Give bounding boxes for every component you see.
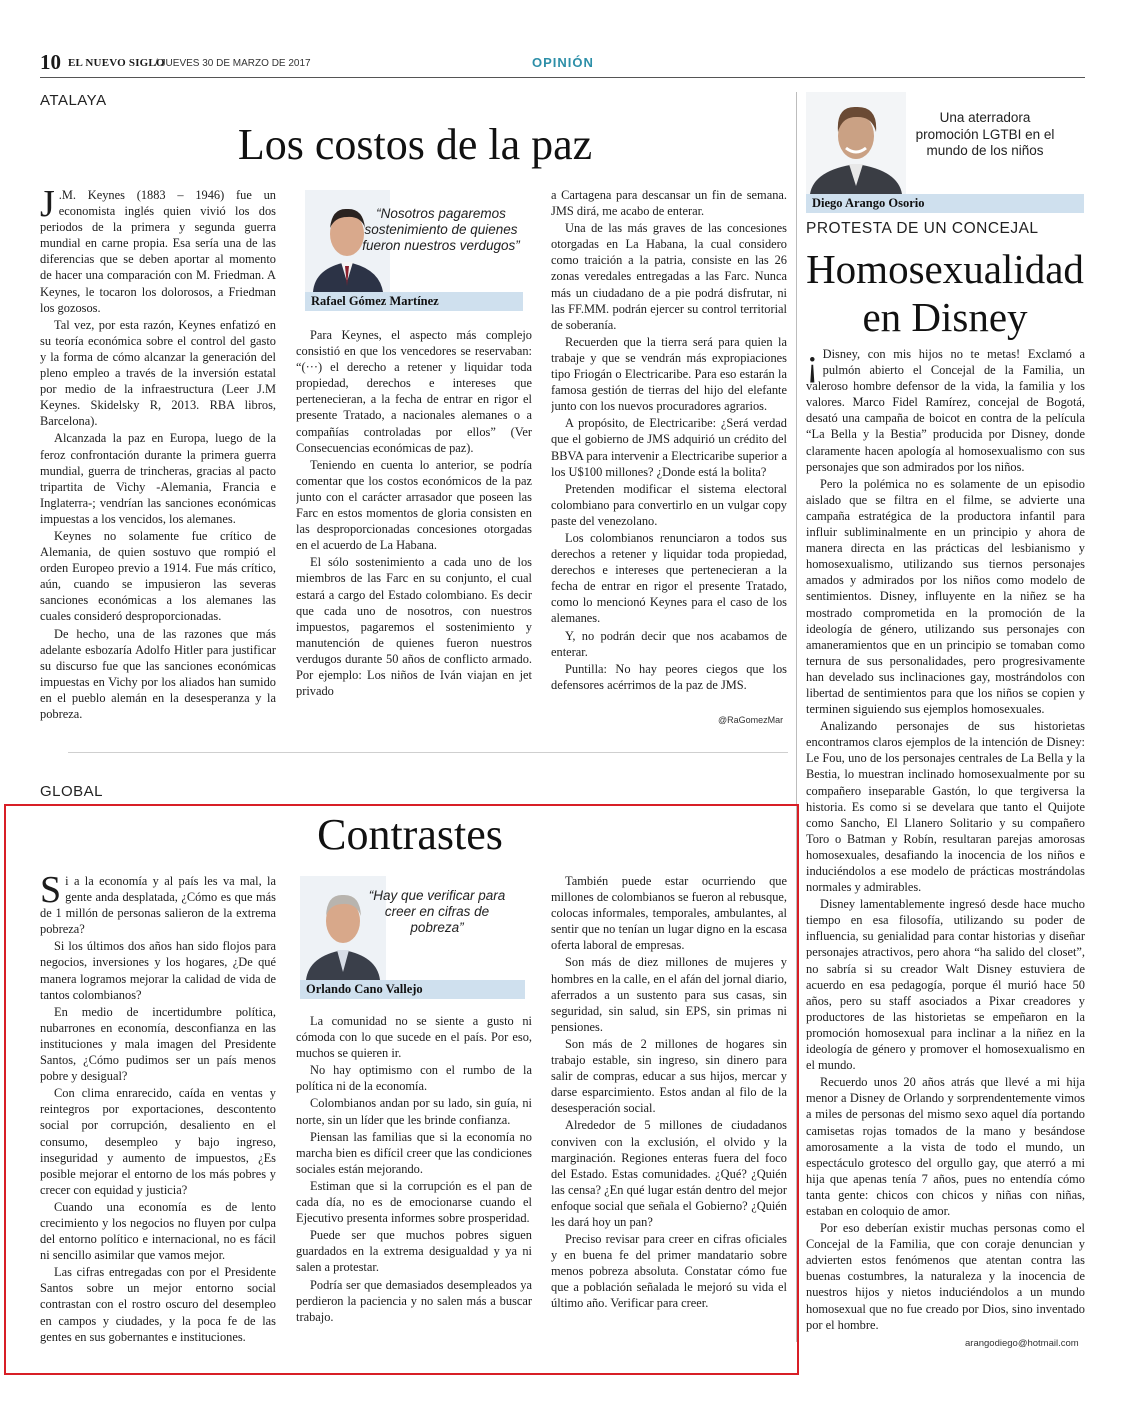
paragraph: Son más de 2 millones de hogares sin trabajo estable, sin ingreso, sin dinero para salir de compras, educar a sus hijos, mercar y darse esparcimiento. Estos andan al filo de la desesperación social. xyxy=(551,1036,787,1116)
concejal-email: arangodiego@hotmail.com xyxy=(965,1338,1079,1349)
paragraph: A propósito, de Electricaribe: ¿Será verdad que el gobierno de JMS adquirió un crédito del BBVA para intervenir a Electricaribe superior a los U$100 millones? ¿Donde está la bolita? xyxy=(551,416,787,479)
paragraph: Disney lamentablemente ingresó desde hace mucho tiempo en esa filosofía, utilizando su poder de influencia, su genialidad para contar historias y diseñar personajes atractivos, pero ahora “ha salido del closet”, no sabría si su creador Walt Disney estuviera de acuerdo en esa pedagogía, porque él murió hace 50 años, pero su staff asociados a Pixar creadores y productores de las historietas se empeñaron en la promoción homosexual para inclinar a la niñez en la ideología de género y promover el homosexualismo en el mundo. xyxy=(806,897,1085,1073)
paragraph: Tal vez, por esta razón, Keynes enfatizó en su teoría económica sobre el control del gasto y la forma de cómo alcanzar la generación del pleno empleo a través de la inversión estatal por medio de la infraestructura (Leer J.M Keynes. Skidelsky R, 2013. RBA libros, Barcelona). xyxy=(40,317,276,429)
atalaya-author-name: Rafael Gómez Martínez xyxy=(305,292,523,311)
atalaya-column-3 xyxy=(551,187,787,712)
global-column-3 xyxy=(551,873,787,1351)
paragraph: No hay optimismo con el rumbo de la política ni de la economía. xyxy=(296,1063,532,1094)
page-header xyxy=(40,48,1085,78)
paragraph: Alcanzada la paz en Europa, luego de la feroz confrontación durante la primera guerra mundial, guerra de trincheras, gracias al pacto tripartita de Vichy -Alemania, Francia e Inglaterra-; vendrían las sanciones económicas impuestas a los vencidos, los alemanes. xyxy=(40,431,276,526)
paragraph: Estiman que si la corrupción es el pan de cada día, no es de emocionarse cuando el Ejecutivo presenta informes sobre prosperidad. xyxy=(296,1178,532,1226)
author-photo-diego xyxy=(806,92,906,194)
issue-date: / JUEVES 30 DE MARZO DE 2017 xyxy=(155,58,311,69)
atalaya-dropcap: J xyxy=(40,187,55,225)
portrait-image xyxy=(806,92,906,194)
global-column-1 xyxy=(40,873,276,1351)
paragraph: En medio de incertidumbre política, nubarrones en economía, desconfianza en las instituciones y mala imagen del Presidente Santos, ¿Cómo pudimos ser un país menos pobre y desigual? xyxy=(40,1004,276,1084)
global-column-2 xyxy=(296,1013,532,1351)
paragraph: Son más de diez millones de mujeres y hombres en la calle, en el afán del jornal diario, aferrados a un sustento para sus casas, sin seguridad, sin salud, sin EPS, sin primas ni pensiones. xyxy=(551,955,787,1034)
global-rubric: GLOBAL xyxy=(40,783,104,800)
section-label: OPINIÓN xyxy=(532,55,594,70)
paragraph: i a la economía y al país les va mal, la gente anda desplatada, ¿Cómo es que más de 1 millón de personas salieron de la extrema pobreza? xyxy=(40,874,276,937)
paragraph: También puede estar ocurriendo que millones de colombianos se fueron al rebusque, colocas informales, temporales, ambulantes, al sentir que no tenían un lugar digno en la escasa oferta laboral de empresas. xyxy=(551,874,787,953)
concejal-body xyxy=(806,346,1085,1334)
atalaya-headline: Los costos de la paz xyxy=(237,120,593,169)
paragraph: Pero la polémica no es solamente de un episodio aislado que se filtra en el filme, se advierte una campaña estratégica de la productora infantil para influir subliminalmente en un principio y ahora de manera directa en las prácticas del lesbianismo y homosexualismo, utilizando sus tiernos personajes amados y admirados por los niños como modelo de sentimientos. Disney, influyente en la niñez se ha mostrado comprometida en la promoción de la ideología de género, utilizando sus personajes con amaneramientos que en un principio se tomaban como ternura de sus personalidades, pero progresivamente han develado sus inclinaciones gay, mostrándolos con libertad de sentimientos para que los niños se copien y terminen siguiendo sus ejemplos homosexuales. xyxy=(806,476,1085,717)
atalaya-column-2 xyxy=(296,327,532,732)
paragraph: Y, no podrán decir que nos acabamos de enterar. xyxy=(551,628,787,659)
concejal-rubric: PROTESTA DE UN CONCEJAL xyxy=(806,220,1039,237)
paragraph: Con clima enrarecido, caída en ventas y reintegros por exportaciones, descontento social por corrupción, desaliento en el consumo, desempleo y bajo ingreso, inseguridad y aumento de impuestos, ¿Es posible mejorar el entorno de los más pobres y crecer con equidad y justicia? xyxy=(40,1086,276,1197)
global-author-name: Orlando Cano Vallejo xyxy=(300,980,525,999)
paragraph: Los colombianos renunciaron a todos sus derechos a retener y liquidar toda propiedad, derechos e intereses que pertenecieran a la fecha de entrar en rigor el presente Tratado, como lo mencionó Keynes para el caso de los alemanes. xyxy=(551,530,787,626)
paragraph: Para Keynes, el aspecto más complejo consistió en que los vencedores se reservaban: “(···) el derecho a retener y liquidar toda propiedad, derechos e intereses que pertenecieran, a la fecha de entrar en rigor el presente Tratado, a nacionales alemanes o a compañías controladas por ellos” (Ver Consecuencias económicas de paz). xyxy=(296,328,532,455)
paragraph: Recuerdo unos 20 años atrás que llevé a mi hija menor a Disney de Orlando y sorprendentemente vimos a miles de personas del mismo sexo aquel día portando camisetas rojas tomados de la mano y besándose amorosamente a la vista de todo el mundo, un espectáculo grotesco del orgullo gay, que aterró a mi hija que apenas tenía 7 años, pues no entendía cómo tanta gente: chicos con chicos y niñas con niñas, estaban en coloquio de amor. xyxy=(806,1075,1085,1218)
paragraph: Disney, con mis hijos no te metas! Exclamó a pulmón abierto el Concejal de la Familia, un valeroso hombre defensor de la vida, la familia y los valores. Marco Fidel Ramírez, concejal de Bogotá, desató una campaña de boicot en contra de la película “La Bella y la Bestia” producida por Disney, donde claramente hacen apología al homosexualismo con sus personajes que son admirados por los niños. xyxy=(806,347,1085,474)
atalaya-column-1 xyxy=(40,187,276,732)
paragraph: Cuando una economía es de lento crecimiento y los negocios no fluyen por culpa del entorno político e internacional, no es fácil ni sencillo asimilar que vamos mejor. xyxy=(40,1199,276,1263)
section-divider xyxy=(68,752,788,753)
paragraph: Las cifras entregadas con por el Presidente Santos sobre un mejor entorno social contrastan con el rostro oscuro del desempleo en campos y ciudades, y la poca fe de las gentes en sus gobernantes e instituciones. xyxy=(40,1265,276,1344)
paragraph: Pretenden modificar el sistema electoral colombiano para convertirlo en un vulgar copy paste del venezolano. xyxy=(551,481,787,528)
paragraph: Una de las más graves de las concesiones otorgadas en La Habana, la cual considero como traición a la patria, consiste en las 26 zonas veredales entregadas a las Farc. Nunca más un ciudadano de a pie podrá disfrutar, ni las FF.MM. podrán ejercer su control territorial de soberanía. xyxy=(551,221,787,332)
atalaya-pull-quote: “Nosotros pagaremos sostenimiento de quienes fueron nuestros verdugos” xyxy=(362,206,520,253)
paragraph: a Cartagena para descansar un fin de semana. JMS dirá, me acabo de enterar. xyxy=(551,188,787,219)
concejal-headline-line1: Homosexualidad xyxy=(806,246,1084,292)
concejal-author-name: Diego Arango Osorio xyxy=(806,194,1084,213)
paragraph: Si los últimos dos años han sido flojos para negocios, inversiones y los hogares, ¿De qué manera logramos mejorar la calidad de vida de tantos colombianos? xyxy=(40,939,276,1002)
paragraph: Por eso deberían existir muchas personas como el Concejal de la Familia, que con coraje denuncian y advierten estos fenómenos que atentan contra las buenas costumbres, la naturaleza y la inocencia de nuestros hijos y nietos induciéndolos a un mundo homosexual que no fue creado por Dios, sino inventado por el hombre. xyxy=(806,1221,1085,1332)
page-number: 10 xyxy=(40,50,61,74)
paragraph: Colombianos andan por su lado, sin guía, ni norte, sin un líder que les brinde confianza. xyxy=(296,1096,532,1127)
global-headline: Contrastes xyxy=(317,810,503,859)
paragraph: Teniendo en cuenta lo anterior, se podría comentar que los costos económicos de la paz junto con el carácter arrasador que poseen las Farc en estos momentos de gloria consisten en las desproporcionadas concesiones otorgadas en el acuerdo de La Habana. xyxy=(296,457,532,553)
paragraph: Podría ser que demasiados desempleados ya perdieron la paciencia y no salen más a buscar trabajo. xyxy=(296,1277,532,1324)
paragraph: Keynes no solamente fue crítico de Alemania, de quien sostuvo que rompió el orden Europeo previo a 1914. Fue más crítico, aún, cuando se impusieron las severas sanciones económicas a los alemanes las cuales consideró desproporcionadas. xyxy=(40,528,276,624)
paragraph: Analizando personajes de sus historietas encontramos claros ejemplos de la intención de Disney: Le Fou, uno de los personajes centrales de La Bella y la Bestia, lo muestran inclinado homosexualmente por su compañero inseparable Gastón, lo que tergiversa la historia. Es como si se develara que tanto el Quijote como Sancho, El Llanero Solitario y su compañero Toro o Batman y Robín, resultaran parejas amorosas homosexuales, desafiando la inocencia de los niños e induciéndolos a ese modelo de prácticas mostrándolas normales y admirables. xyxy=(806,719,1085,895)
paragraph: Puntilla: No hay peores ciegos que los defensores acérrimos de la paz de JMS. xyxy=(551,661,787,692)
paragraph: La comunidad no se siente a gusto ni cómoda con lo que sucede en el país. Por eso, muchos se quieren ir. xyxy=(296,1014,532,1061)
concejal-pull-quote: Una aterradora promoción LGTBI en el mundo de los niños xyxy=(915,110,1055,158)
paragraph: De hecho, una de las razones que más adelante esbozaría Adolfo Hitler para justificar su discurso fue que las sanciones económicas impuestas en Vichy por los aliados han sumido en el pueblo alemán en la desesperanza y la pobreza. xyxy=(40,626,276,721)
global-pull-quote: “Hay que verificar para creer en cifras de pobreza” xyxy=(368,888,506,935)
atalaya-rubric: ATALAYA xyxy=(40,92,107,109)
concejal-dropcap: ¡ xyxy=(806,346,819,384)
atalaya-twitter-handle: @RaGomezMar xyxy=(718,715,784,725)
global-dropcap: S xyxy=(40,873,62,911)
paragraph: Recuerden que la tierra será para quien la trabaje y que se vendrán más expropiaciones tipo Friogán o Electricaribe. Para eso estarán la famosa gestión de tierras del hijo del elefante junto con los nuevos procuradores agrarios. xyxy=(551,334,787,414)
paragraph: Puede ser que muchos pobres siguen guardados en la extrema desigualdad y ya ni salen a protestar. xyxy=(296,1228,532,1275)
paragraph: Alrededor de 5 millones de ciudadanos conviven con la exclusión, el olvido y la marginación. Regiones enteras fuera del foco del Estado. Estas comunidades. ¿Qué? ¿Quién las censa? ¿En qué lugar están dentro del mejor enfoque social que señala el Gobierno? ¿Quién les dará hoy un pan? xyxy=(551,1118,787,1229)
paragraph: El sólo sostenimiento a cada uno de los miembros de las Farc en su conjunto, el cual estará a cargo del Estado colombiano. Es decir que cada uno de nosotros, con nuestros impuestos, pagaremos el sostenimiento y manutención de quienes fueron nuestros verdugos durante 50 años de conflicto armado. Por ejemplo: Los niños de Iván viajan en jet privado xyxy=(296,555,532,699)
paragraph: Preciso revisar para creer en cifras oficiales y en buena fe del primer mandatario sobre menos pobreza absoluta. Constatar cómo fue que a población señalada le mejoró su vida el último año. Verificar para creer. xyxy=(551,1232,787,1311)
paragraph: Piensan las familias que si la economía no marcha bien es difícil creer que las condiciones sociales están mejorando. xyxy=(296,1129,532,1176)
newspaper-name: EL NUEVO SIGLO xyxy=(68,57,165,69)
concejal-headline-line2: en Disney xyxy=(862,294,1028,340)
paragraph: .M. Keynes (1883 – 1946) fue un economista inglés quien vivió los dos periodos de la primera y segunda guerra mundial en carne propia. Esa sería una de las diferencias que se deben aportar al momento de hacer una comparación con M. Friedman. A Keynes, le tocaron los dolorosos, a Friedman los gozosos. xyxy=(40,188,276,315)
